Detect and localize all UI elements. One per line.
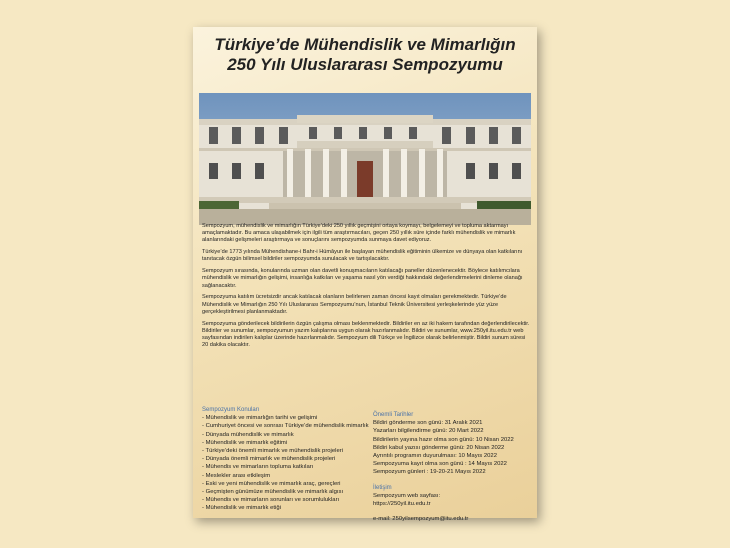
date-item: Bildiri gönderme son günü: 31 Aralık 2021 [373,420,483,427]
contact-email[interactable]: e-mail: 250yilsempozyum@itu.edu.tr [373,516,469,523]
topic-item: - Türkiye’deki önemli mimarlık ve mühendislik projeleri [202,447,372,455]
topics-list [202,414,372,512]
topic-item: - Geçmişten günümüze mühendislik ve mimarlık algısı [202,488,372,496]
topic-item: - Meslekler arası etkileşim [202,472,372,480]
paragraph: Sempozyuma gönderilecek bildirilerin özgün çalışma olması beklenmektedir. Bildiriler en az iki hakem tarafından değerlendirilecektir. Bildiriler ve sunumlar, sempozyumun yazım kalıplarına uygun olarak hazırlanmalıdır. Bildiri ve sunumlar, www.250yil.itu.edu.tr web sayfasından indirilen kalıplar üzerinde hazırlanmalıdır. Sempozyum dili Türkçe ve İngilizce olarak belirlenmiştir. Bildiri sunum süresi 20 dakika olacaktır. [202,320,530,349]
building-photo [199,93,531,225]
date-item: Bildiri kabul yazısı gönderme günü: 20 Nisan 2022 [373,444,505,451]
topic-item: - Eski ve yeni mühendislik ve mimarlık araç, gereçleri [202,480,372,488]
date-item: Sempozyum günleri : 19-20-21 Mayıs 2022 [373,469,486,476]
title-line-2: 250 Yılı Uluslararası Sempozyumu [227,55,503,74]
description [202,223,530,354]
dates-list [373,419,533,476]
topic-item: - Mühendislik ve mimarlığın tarihi ve gelişimi [202,414,372,422]
topic-item: - Mühendislik ve mimarlık etiği [202,504,372,512]
date-item: Ayrıntılı programın duyurulması: 10 Mayıs 2022 [373,453,497,460]
date-item: Sempozyuma kayıt olma son günü : 14 Mayıs 2022 [373,461,507,468]
contact-heading: İletişim [373,484,392,491]
topic-item: - Dünyada önemli mimarlık ve mühendislik projeleri [202,455,372,463]
topics-section [202,406,372,513]
date-item: Yazarları bilgilendirme günü: 20 Mart 2022 [373,428,484,435]
symposium-poster [193,27,537,523]
topic-item: - Mühendislik ve mimarlık eğitimi [202,439,372,447]
paragraph: Sempozyum, mühendislik ve mimarlığın Türkiye’deki 250 yıllık geçmişini ortaya koymayı, belgelemeyi ve topluma aktarmayı amaçlamaktadır. Bu amaca ulaşabilmek için ilgili tüm araştırmacıları, geçen 250 yıllık süre içinde farklı mühendislik ve mimarlık alanlarındaki gelişmeleri araştırmaya ve sonuçlarını sempozyumda sunmaya davet ediyoruz. [202,223,516,244]
paragraph: Türkiye’de 1773 yılında Mühendishane-i Bahr-i Hümâyun ile başlayan mühendislik eğitiminin ülkemize ve dünyaya olan katkılarını tanıtacak özgün bilimsel bildiriler sempozyumda sunulacak ve tartışılacaktır. [202,249,523,263]
date-item: Bildirilerin yayına hazır olma son günü: 10 Nisan 2022 [373,436,514,443]
topic-item: - Mühendis ve mimarların sorunları ve sorumlulukları [202,496,372,504]
topic-item: - Mühendis ve mimarların topluma katkıları [202,463,372,471]
topic-item: - Dünyada mühendislik ve mimarlık [202,431,372,439]
poster-title [193,35,537,75]
paragraph: Sempozyum sırasında, konularında uzman olan davetli konuşmacıların katılacağı paneller düzenlenecektir. Böylece katılımcılara mühendislik ve mimarlığın gelişimi, insanlığa katkıları ve yaşama nasıl yön verdiği hakkındaki değerlendirmelerini dinleme olanağı sağlanacaktır. [202,268,523,289]
dates-heading: Önemli Tarihler [373,412,414,418]
topic-item: - Cumhuriyet öncesi ve sonrası Türkiye’de mühendislik mimarlık [202,422,372,430]
paragraph: Sempozyuma katılım ücretsizdir ancak katılacak olanların belirlenen zaman öncesi kayıt olmaları gerekmektedir. Türkiye’de Mühendislik ve Mimarlığın 250 Yılı Uluslararası Sempozyumu’nun, İstanbul Teknik Üniversitesi yerleşkelerinde yüz yüze gerçekleştirilmesi planlanmaktadır. [202,294,507,315]
title-line-1: Türkiye’de Mühendislik ve Mimarlığın [214,35,516,54]
topics-heading: Sempozyum Konuları [202,407,260,413]
contact-web-link[interactable]: https://250yil.itu.edu.tr [373,501,431,508]
contact-web-label: Sempozyum web sayfası: [373,492,441,499]
dates-contact-section [373,411,533,523]
